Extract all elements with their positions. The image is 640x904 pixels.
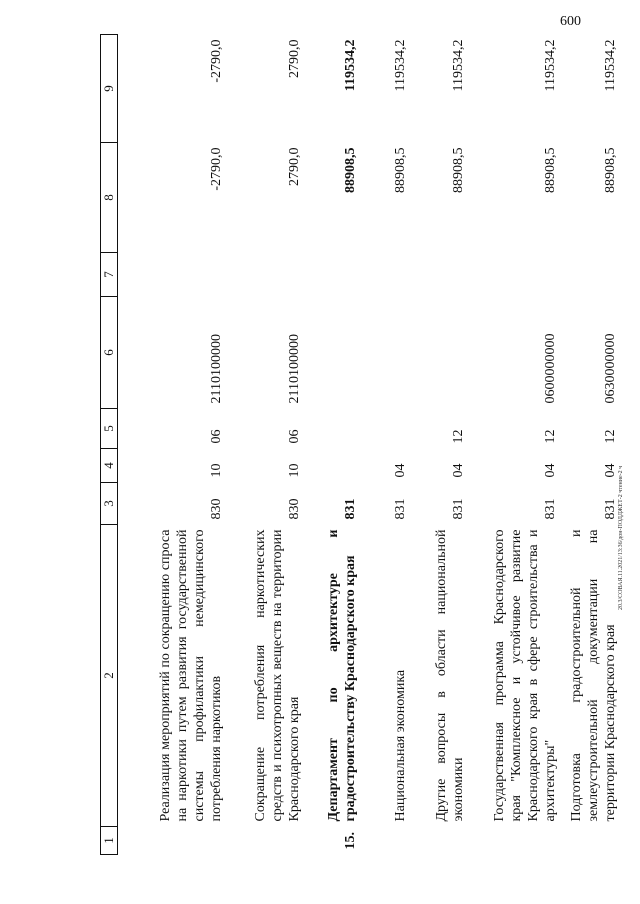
row-number [470, 827, 562, 855]
row-csr: 0600000000 [543, 333, 559, 404]
row-vr [306, 253, 362, 297]
page-number: 600 [560, 14, 581, 29]
row-vr [412, 253, 470, 297]
row-vr [228, 253, 306, 297]
header-cell: 6 [101, 297, 118, 409]
row-name: Реализация мероприятий по сокращению спроса на наркотики путем развития государственной системы профилактики немедицинского потребления наркотиков [158, 529, 225, 822]
row-ved: 831 [451, 498, 467, 520]
row-vr [118, 253, 228, 297]
row-vr [470, 253, 562, 297]
row-ved: 831 [393, 498, 409, 520]
row-csr: 2110100000 [209, 334, 225, 404]
row-pr: 06 [287, 429, 303, 444]
row-csr [306, 297, 362, 409]
header-cell: 1 [101, 827, 118, 855]
row-ved: 831 [603, 498, 619, 520]
row-sum-2: 119534,2 [543, 39, 559, 92]
row-sum-1: 88908,5 [603, 147, 619, 193]
table-row [306, 35, 362, 855]
table-row [228, 35, 306, 855]
row-rz: 10 [209, 463, 225, 478]
side-note: 20.3/СОВАЯ.11.2021/13:36/дон-ПОДДЖЕТ-2 чтение-2 ч [618, 465, 624, 610]
row-csr [412, 297, 470, 409]
header-cell: 2 [101, 525, 118, 827]
row-rz: 04 [543, 463, 559, 478]
table-row [412, 35, 470, 855]
row-number [412, 827, 470, 855]
row-sum-2: 119534,2 [603, 39, 619, 92]
row-sum-1: 88908,5 [451, 147, 467, 193]
row-name: Сокращение потребления наркотических средств и психотропных веществ на территории Краснодарского края [253, 529, 303, 822]
header-cell: 4 [101, 449, 118, 483]
row-csr: 0630000000 [603, 333, 619, 404]
table-row [362, 35, 412, 855]
row-sum-2: 2790,0 [287, 39, 303, 78]
budget-table [100, 34, 622, 855]
row-ved: 830 [209, 498, 225, 520]
row-ved: 830 [287, 498, 303, 520]
row-csr [362, 297, 412, 409]
row-name: Другие вопросы в области национальной экономики [434, 529, 467, 822]
row-sum-2: 119534,2 [343, 39, 359, 92]
header-cell: 8 [101, 143, 118, 253]
row-number [118, 827, 228, 855]
row-pr [306, 409, 362, 449]
rotated-table-wrapper [100, 35, 619, 855]
row-ved: 831 [343, 498, 359, 520]
table-row [562, 35, 622, 855]
row-rz: 10 [287, 463, 303, 478]
row-sum-2: -2790,0 [209, 39, 225, 83]
row-name: Национальная экономика [393, 669, 409, 822]
table-row [470, 35, 562, 855]
header-cell: 9 [101, 35, 118, 143]
row-sum-1: 2790,0 [287, 147, 303, 186]
row-number [362, 827, 412, 855]
row-number: 15. [343, 832, 359, 850]
row-rz: 04 [393, 463, 409, 478]
row-pr [362, 409, 412, 449]
row-pr: 06 [209, 429, 225, 444]
row-pr: 12 [451, 429, 467, 444]
row-number [228, 827, 306, 855]
row-vr [362, 253, 412, 297]
row-pr: 12 [603, 429, 619, 444]
row-csr: 2110100000 [287, 334, 303, 404]
row-sum-1: -2790,0 [209, 147, 225, 191]
row-name: Подготовка градостроительной и землеустроительной документации на территории Краснодарского края [569, 529, 619, 822]
row-rz: 04 [603, 463, 619, 478]
header-cell: 7 [101, 253, 118, 297]
row-sum-2: 119534,2 [451, 39, 467, 92]
row-sum-1: 88908,5 [543, 147, 559, 193]
row-sum-1: 88908,5 [343, 147, 359, 193]
header-row [101, 35, 118, 855]
row-rz: 04 [451, 463, 467, 478]
header-cell: 3 [101, 483, 118, 525]
row-sum-1: 88908,5 [393, 147, 409, 193]
table-row [118, 35, 228, 855]
row-number [562, 827, 622, 855]
row-name: Департамент по архитектуре и градостроительству Краснодарского края [326, 529, 359, 822]
header-cell: 5 [101, 409, 118, 449]
row-ved: 831 [543, 498, 559, 520]
row-name: Государственная программа Краснодарского края "Комплексное и устойчивое развитие Краснодарского края в сфере строительства и архитектуры" [492, 529, 559, 822]
row-vr [562, 253, 622, 297]
row-rz [306, 449, 362, 483]
row-sum-2: 119534,2 [393, 39, 409, 92]
row-pr: 12 [543, 429, 559, 444]
